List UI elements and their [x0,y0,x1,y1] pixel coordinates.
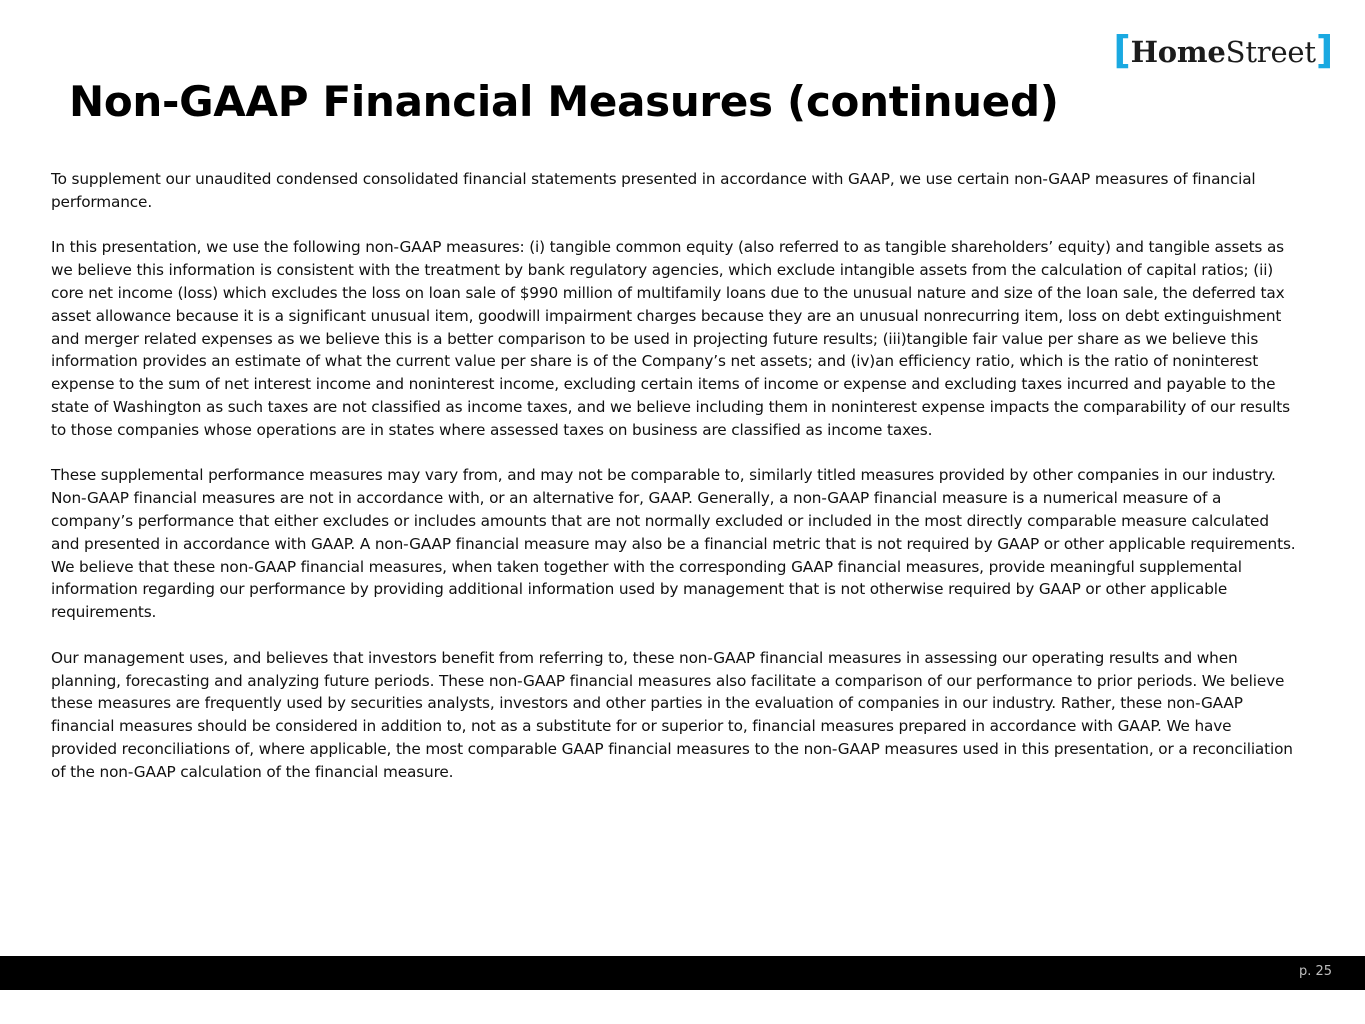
paragraph-measures: In this presentation, we use the following non-GAAP measures: (i) tangible common equity (also referred to as tangible shareholders’ equity) and tangible assets as we believe this information is consistent with the treatment by bank regulatory agencies, which exclude intangible assets from the calculation of capital ratios; (ii) core net income (loss) which excludes the loss on loan sale of $990 million of multifamily loans due to the unusual nature and size of the loan sale, the deferred tax asset allowance because it is a significant unusual item, goodwill impairment charges because they are an unusual nonrecurring item, loss on debt extinguishment and merger related expenses as we believe this is a better comparison to be used in projecting future results; (iii)tangible fair value per share as we believe this information provides an estimate of what the current value per share is of the Company’s net assets; and (iv)an efficiency ratio, which is the ratio of noninterest expense to the sum of net interest income and noninterest income, excluding certain items of income or expense and excluding taxes incurred and payable to the state of Washington as such taxes are not classified as income taxes, and we believe including them in noninterest expense impacts the comparability of our results to those companies whose operations are in states where assessed taxes on business are classified as income taxes. [51,238,1290,439]
body-text [51,168,1301,806]
logo-street-text: Street [1225,35,1316,69]
logo-home-text: Home [1130,35,1226,69]
paragraph-management-use: Our management uses, and believes that investors benefit from referring to, these non-GAAP financial measures in assessing our operating results and when planning, forecasting and analyzing future periods. These non-GAAP financial measures also facilitate a comparison of our performance to prior periods. We believe these measures are frequently used by securities analysts, investors and other parties in the evaluation of companies in our industry. Rather, these non-GAAP financial measures should be considered in addition to, not as a substitute for or superior to, financial measures prepared in accordance with GAAP. We have provided reconciliations of, where applicable, the most comparable GAAP financial measures to the non-GAAP measures used in this presentation, or a reconciliation of the non-GAAP calculation of the financial measure. [51,648,1293,781]
page-title: Non-GAAP Financial Measures (continued) [69,77,1059,126]
logo-bracket-close: ] [1315,28,1333,72]
logo-bracket-open: [ [1113,28,1131,72]
homestreet-logo [1113,30,1333,74]
paragraph-comparability: These supplemental performance measures may vary from, and may not be comparable to, similarly titled measures provided by other companies in our industry. Non-GAAP financial measures are not in accordance with, or an alternative for, GAAP. Generally, a non-GAAP financial measure is a numerical measure of a company’s performance that either excludes or includes amounts that are not normally excluded or included in the most directly comparable measure calculated and presented in accordance with GAAP. A non-GAAP financial measure may also be a financial metric that is not required by GAAP or other applicable requirements. We believe that these non-GAAP financial measures, when taken together with the corresponding GAAP financial measures, provide meaningful supplemental information regarding our performance by providing additional information used by management that is not otherwise required by GAAP or other applicable requirements. [51,466,1296,622]
page-number: p. 25 [1298,964,1332,979]
footer-bar [0,956,1365,990]
paragraph-intro: To supplement our unaudited condensed consolidated financial statements presented in accordance with GAAP, we use certain non-GAAP measures of financial performance. [51,170,1256,211]
